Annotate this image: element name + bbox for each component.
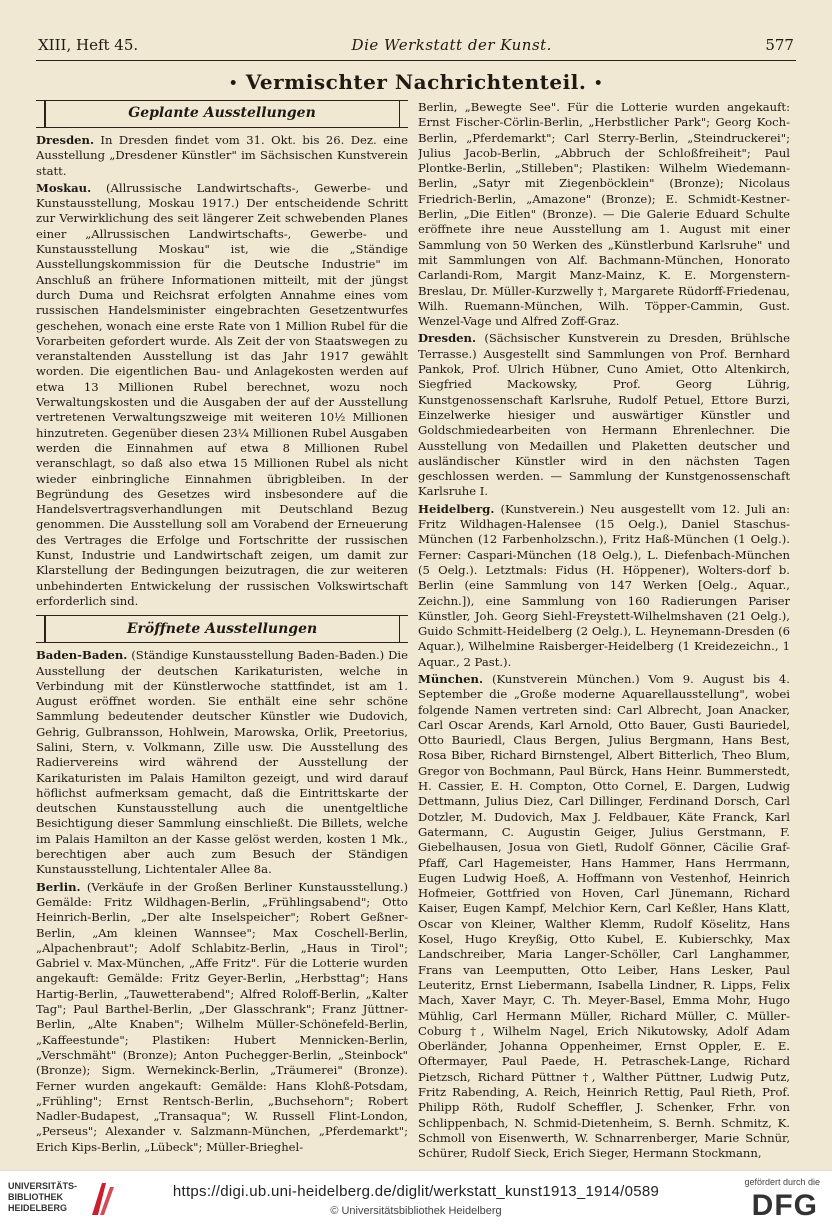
permalink-url[interactable]: https://digi.ub.uni-heidelberg.de/diglit/werkstatt_kunst1913_1914/0589 xyxy=(172,1183,660,1200)
article-lead: München. xyxy=(418,671,484,686)
section-title xyxy=(0,70,832,94)
article-paragraph xyxy=(36,133,408,179)
heading-planned-exhibitions: Geplante Ausstellungen xyxy=(128,105,316,122)
section-title-text: Vermischter Nachrichtenteil. xyxy=(245,70,587,94)
library-name-line: BIBLIOTHEK xyxy=(8,1192,63,1202)
article-paragraph xyxy=(418,100,790,329)
article-text: Berlin, „Bewegte See". Für die Lotterie wurden angekauft: Ernst Fischer-Cörlin-Berlin, „Herbstlicher Park"; Georg Koch-Berlin, „Pferdemarkt"; Carl Sterry-Berlin, „Steindruckerei"; Julius Jacob-Berlin, „Abbruch der Schloßfreiheit"; Paul Plontke-Berlin, „Stilleben"; Plastiken: Wilhelm Wiedemann-Berlin, „Satyr mit Ziegenböcklein" (Bronze); Nicolaus Friedrich-Berlin, „Amazone" (Bronze); E. Schmidt-Kestner-Berlin, „Die Eitlen" (Bronze). — Die Galerie Eduard Schulte eröffnete ihre neue Ausstellung am 1. August mit einer Sammlung von 50 Werken des „Künstlerbund Karlsruhe" und mit Sammlungen von Alf. Bachmann-München, Honorato Carlandi-Rom, Margit Manz-Mainz, K. E. Morgenstern-Breslau, Dr. Müller-Kurzwelly †, Margarete Rüdorff-Friedenau, Wilh. Ruemann-München, Wilh. Töpper-Cammin, Gust. Wenzel-Vage und Alfred Zoff-Graz. xyxy=(418,100,790,329)
article-paragraph xyxy=(36,880,408,1155)
ornament-dot-icon: • xyxy=(228,75,239,92)
copyright-notice: © Universitätsbibliothek Heidelberg xyxy=(330,1205,502,1217)
article-text: In Dresden findet vom 31. Okt. bis 26. Dez. eine Ausstellung „Dresdener Künstler" im Sächsischen Kunstverein statt. xyxy=(36,133,408,178)
article-lead: Berlin. xyxy=(36,879,81,894)
heading-bar xyxy=(399,616,401,642)
article-paragraph xyxy=(418,331,790,499)
funding-note: gefördert durch die xyxy=(744,1177,820,1187)
article-paragraph xyxy=(418,672,790,1160)
article-lead: Dresden. xyxy=(418,331,477,346)
article-text: (Sächsischer Kunstverein zu Dresden, Brühlsche Terrasse.) Ausgestellt sind Sammlungen von Prof. Bernhard Pankok, Prof. Ulrich Hübner, Cuno Amiet, Otto Altenkirch, Siegfried Mackowsky, Prof. Georg Lührig, Kunstgenossenschaft Karlsruhe, Rudolf Petuel, Ettore Burzi, Einzelwerke hiesiger und auswärtiger Künstler und Goldschmiedearbeiten von Hermann Ehrenlechner. Die Ausstellung von Medaillen und Plaketten deutscher und ausländischer Künstler wird in den nächsten Tagen geschlossen werden. — Sammlung der Kunstgenossenschaft Karlsruhe I. xyxy=(418,331,790,499)
header-rule xyxy=(36,60,796,61)
library-name-line: UNIVERSITÄTS- xyxy=(8,1181,78,1191)
header-page-number: 577 xyxy=(765,36,794,54)
header-title: Die Werkstatt der Kunst. xyxy=(351,36,552,54)
article-paragraph xyxy=(36,648,408,877)
left-column xyxy=(36,100,408,1160)
heading-box-opened xyxy=(36,615,408,643)
running-header xyxy=(38,34,794,56)
article-text: (Ständige Kunstausstellung Baden-Baden.) Die Ausstellung der deutschen Karikaturisten, welche in Verbindung mit der Künstlerwoche stattfindet, ist am 1. August eröffnet worden. Sie enthält eine sehr schöne Sammlung bedeutender deutscher Künstler wie Dudovich, Gehrig, Gulbransson, Hohlwein, Marowska, Orlik, Preetorius, Salini, Stern, v. Volkmann, Zille usw. Die Ausstellung des Radiervereins wird während der Ausstellung der Karikaturisten im Palais Hamilton gezeigt, und wird darauf höflichst aufmerksam gemacht, daß die Eintrittskarte der deutschen Kunstausstellung auch die unentgeltliche Besichtigung dieser Sammlung einschließt. Die Billets, welche im Palais Hamilton an der Kasse gelöst werden, kosten 1 Mk., berechtigen aber auch zum Besuch der Ständigen Kunstausstellung, Lichtentaler Allee 8a. xyxy=(36,648,408,877)
right-column xyxy=(418,100,790,1160)
article-text: (Allrussische Landwirtschafts-, Gewerbe- und Kunstausstellung, Moskau 1917.) Der entscheidende Schritt zur Verwirklichung des seit längerer Zeit schwebenden Planes einer „Allrussischen Landwirtschafts-, Gewerbe- und Kunstausstellung Moskau" ist, wie die „Ständige Ausstellungskommission für die Deutsche Industrie" im Anschluß an frühere Informationen mitteilt, mit der jüngst durch Duma und Reichsrat erfolgten Annahme eines vom russischen Handelsminister eingebrachten Gesetzentwurfes geschehen, wonach eine erste Rate von 1 Million Rubel für die Vorarbeiten gefordert wurde. Als Zeit der von Staatswegen zu veranstaltenden Ausstellung ist das Jahr 1917 gewählt worden. Die eigentlichen Bau- und Anlagekosten werden auf etwa 13 Millionen Rubel berechnet, wozu noch Verwaltungskosten und die Ausgaben der auf der Ausstellung vertretenen Verwaltungszweige mit weiteren 10½ Millionen hinzutreten. Gegenüber diesen 23¼ Millionen Rubel Ausgaben werden die Einnahmen auf etwa 8 Millionen Rubel veranschlagt, so daß also etwa 15 Millionen Rubel als nicht wieder einbringliche Einnahmen übrigbleiben. In der Begründung des Gesetzes wird insbesondere auf die Handelsvertragsverhandlungen mit Deutschland Bezug genommen. Die Ausstellung soll am Vorabend der Erneuerung des Vertrages die Erfolge und Fortschritte der russischen Kunst, Industrie und Landwirtschaft zeigen, um damit zur Klarstellung der Bedingungen beizutragen, die zur weiteren unbehinderten Entwickelung der russischen Volkswirtschaft erforderlich sind. xyxy=(36,180,408,608)
dfg-logo[interactable]: DFG xyxy=(751,1189,818,1222)
article-lead: Moskau. xyxy=(36,180,92,195)
article-lead: Heidelberg. xyxy=(418,501,495,516)
ornament-dot-icon: • xyxy=(593,75,604,92)
article-lead: Baden-Baden. xyxy=(36,648,128,663)
article-text: (Kunstverein München.) Vom 9. August bis 4. September die „Große moderne Aquarellausstellung", wobei folgende Namen vertreten sind: Carl Albrecht, Joan Anacker, Carl Oscar Arends, Karl Arnold, Otto Bauer, Gusti Bauriedel, Otto Bauriedl, Claus Bergen, Julius Bergmann, Hans Best, Rosa Biber, Richard Birnstengel, Albert Bitterlich, Theo Blum, Gregor von Bochmann, Paul Bürck, Hans Heinr. Bummerstedt, H. Cassier, E. H. Compton, Otto Cornel, E. Dargen, Ludwig Dettmann, Julius Diez, Carl Dillinger, Ferdinand Dorsch, Carl Dotzler, M. Dudovich, Max J. Feldbauer, Käte Franck, Karl Gatermann, C. Augustin Geiger, Julius Gerstmann, F. Giebelhausen, Josua von Gietl, Rudolf Gönner, Cäcilie Graf-Pfaff, Carl Hagemeister, Hans Hammer, Hans Herrmann, Eugen Ludwig Hoeß, A. Hoffmann von Vestenhof, Heinrich Hofmeier, Gottfried von Hoven, Carl Jünemann, Richard Kaiser, Eugen Kampf, Melchior Kern, Carl Keßler, Hans Klatt, Oscar von Kleiner, Walther Klemm, Rudolf Köselitz, Hans Kosel, Hugo Kreyßig, Otto Kubel, E. Kubierschky, Max Landschreiber, Maria Langer-Schöller, Carl Langhammer, Frans van Leemputten, Otto Leiber, Hans Lesker, Paul Leuteritz, Ernst Liebermann, Isabella Lindner, R. Lipps, Felix Mach, Xaver Mayr, C. Th. Meyer-Basel, Emma Mohr, Hugo Mühlig, Carl Hermann Müller, Richard Müller, C. Müller-Coburg †, Wilhelm Nagel, Erich Nikutowsky, Adolf Adam Oberländer, Johanna Oppenheimer, Ernst Oppler, E. E. Oftermayer, Paul Paede, H. Petraschek-Lange, Richard Pietzsch, Richard Püttner †, Walther Püttner, Ludwig Putz, Fritz Rabending, A. Reich, Heinrich Rettig, Paul Rieth, Prof. Philipp Röth, Rudolf Scheffler, J. Schenker, Frhr. von Schlippenbach, N. Schmid-Dietenheim, S. Bernh. Schmitz, K. Schmoll von Eisenwerth, W. Schnarrenberger, Marie Schnür, Schürer, Rudolf Sieck, Erich Sieger, Hermann Stockmann, xyxy=(418,671,790,1160)
heading-opened-exhibitions: Eröffnete Ausstellungen xyxy=(126,620,318,637)
article-paragraph xyxy=(418,502,790,670)
article-text: (Kunstverein.) Neu ausgestellt vom 12. Juli an: Fritz Wildhagen-Halensee (15 Oelg.), Daniel Staschus-München (12 Farbenholzschn.), Fritz Haß-München (1 Oelg.). Ferner: Caspari-München (18 Oelg.), L. Diefenbach-München (5 Oelg.). Letztmals: Fidus (H. Höppener), Wolters-dorf b. Berlin (eine Sammlung von 147 Werken [Oelg., Aquar., Zeichn.]), eine Sammlung von 160 Radierungen Pariser Künstler, Joh. Georg Siehl-Freystett-Wilhelmshaven (21 Oelg.), Guido Schmitt-Heidelberg (2 Oelg.), L. Heynemann-Dresden (6 Aquar.), Wilhelmine Raisberger-Heidelberg (1 Kreidezeichn., 1 Aquar., 2 Past.). xyxy=(418,501,790,669)
article-text: (Verkäufe in der Großen Berliner Kunstausstellung.) Gemälde: Fritz Wildhagen-Berlin, „Frühlingsabend"; Otto Heinrich-Berlin, „Der alte Inselspeicher"; Robert Geßner-Berlin, „Am kleinen Wannsee"; Max Coschell-Berlin, „Alpachenbraut"; Adolf Schlabitz-Berlin, „Haus in Tirol"; Gabriel v. Max-München, „Affe Fritz". Für die Lotterie wurden angekauft: Gemälde: Fritz Geyer-Berlin, „Herbsttag"; Hans Hartig-Berlin, „Tauwetterabend"; Alfred Roloff-Berlin, „Kalter Tag"; Paul Barthel-Berlin, „Der Glasschrank"; Franz Jüttner-Berlin, „Alte Knaben"; Wilhelm Müller-Schönefeld-Berlin, „Kaffeestunde"; Plastiken: Hubert Mennicken-Berlin, „Verschmäht" (Bronze); Anton Puchegger-Berlin, „Steinbock" (Bronze); Sigm. Wernekinck-Berlin, „Träumerei" (Bronze). Ferner wurden angekauft: Gemälde: Hans Klohß-Potsdam, „Frühling"; Ernst Rentsch-Berlin, „Buchsehorn"; Robert Nadler-Budapest, „Transaqua"; W. Russell Flint-London, „Perseus"; Alexander v. Salzmann-München, „Pferdemarkt"; Erich Kips-Berlin, „Lübeck"; Müller-Brieghel- xyxy=(36,879,408,1154)
header-volume: XIII, Heft 45. xyxy=(38,36,139,54)
article-lead: Dresden. xyxy=(36,133,95,147)
viewer-footer xyxy=(0,1170,832,1228)
heading-bar xyxy=(399,101,401,127)
library-name-line: HEIDELBERG xyxy=(8,1203,68,1213)
article-paragraph xyxy=(36,181,408,609)
heading-box-planned xyxy=(36,100,408,128)
